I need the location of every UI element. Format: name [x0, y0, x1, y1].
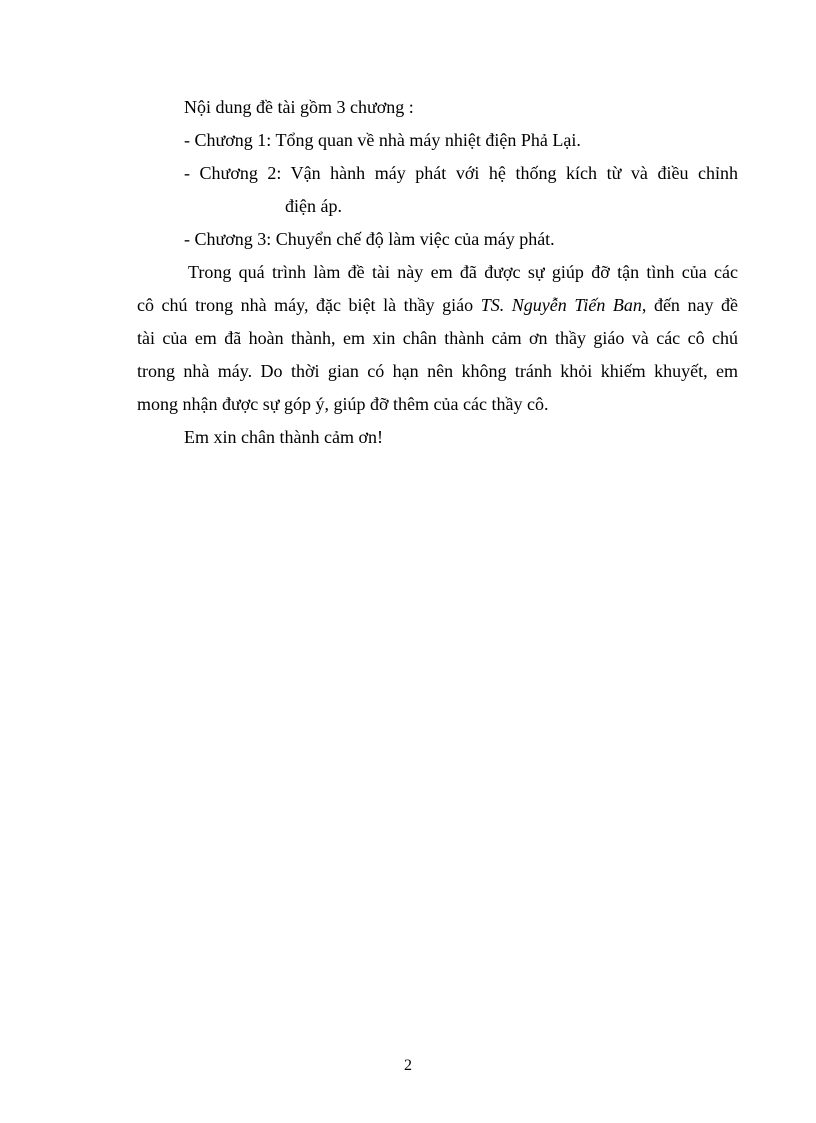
chapter-3: - Chương 3: Chuyển chế độ làm việc của máy phát.: [184, 229, 555, 249]
paragraph-line-3: tài của em đã hoàn thành, em xin chân thành cảm ơn thầy giáo và các cô chú: [137, 328, 738, 348]
chapter-1: - Chương 1: Tổng quan về nhà máy nhiệt điện Phả Lại.: [184, 130, 581, 150]
paragraph-line-1: Trong quá trình làm đề tài này em đã được sự giúp đỡ tận tình của các: [188, 262, 738, 282]
paragraph-line-2: [137, 293, 738, 317]
paragraph-line-5: mong nhận được sự góp ý, giúp đỡ thêm của các thầy cô.: [137, 394, 549, 414]
paragraph-line-2-before: cô chú trong nhà máy, đặc biệt là thầy giáo: [137, 295, 481, 315]
paragraph-line-2-after: , đến nay đề: [641, 295, 739, 315]
page-number: 2: [404, 1057, 412, 1074]
advisor-name: TS. Nguyễn Tiến Ban: [480, 295, 642, 315]
chapters-intro: Nội dung đề tài gồm 3 chương :: [184, 97, 414, 117]
chapter-2-continuation: điện áp.: [285, 196, 342, 216]
paragraph-line-4: trong nhà máy. Do thời gian có hạn nên không tránh khỏi khiếm khuyết, em: [137, 361, 738, 381]
closing-thanks: Em xin chân thành cảm ơn!: [184, 427, 383, 447]
chapter-2: - Chương 2: Vận hành máy phát với hệ thống kích từ và điều chỉnh: [184, 163, 738, 183]
